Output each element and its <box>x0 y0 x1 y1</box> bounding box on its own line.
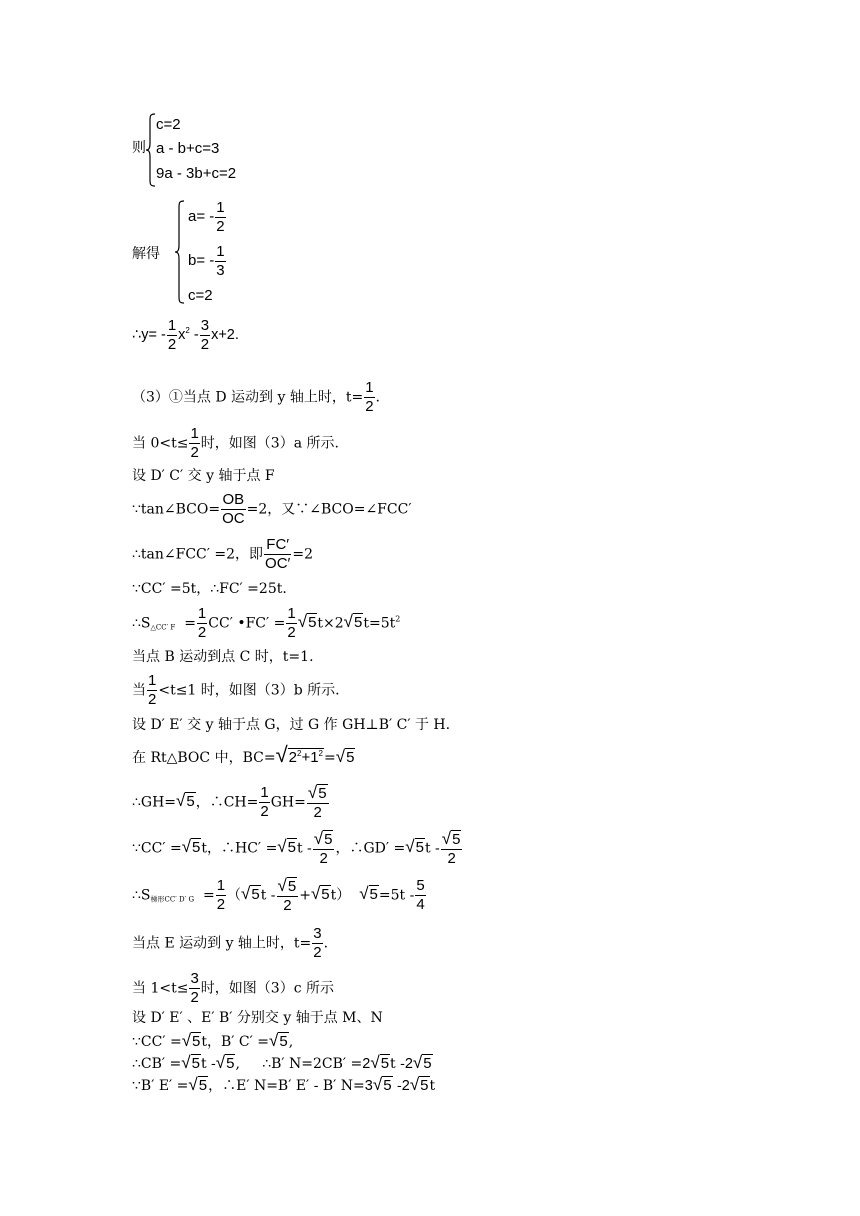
text-line: ∵CC′ =√5t，B′ C′ =√5, <box>132 1031 294 1050</box>
text-line: ∴CB′ =√5t -√5, ∴B′ N=2CB′ =2√5t -2√5 <box>132 1053 432 1072</box>
text-line: ∵CC′ =√5t，∴HC′ =√5t - $\frac{√5}{2}$ ，∴GD′ =√5t - $\frac{√5}{2}$ <box>132 829 461 867</box>
solution-a: a= - $\frac{1}{2}$ <box>188 199 225 235</box>
text-line: 当点 B 运动到点 C 时，t=1. <box>132 649 314 665</box>
solution-c: c=2 <box>188 287 213 304</box>
system2-label: 解得 <box>132 246 160 262</box>
text-line: 当 1<t≤ $\frac{3}{2}$ 时，如图（3）c 所示 <box>132 970 334 1006</box>
text-line: ∴GH=√5，∴CH= $\frac{1}{2}$ GH= $\frac{√5}{2}$ <box>132 783 327 821</box>
solution-b: b= - $\frac{1}{3}$ <box>188 243 225 279</box>
equation-row: a - b+c=3 <box>156 140 220 157</box>
text-line: $\therefore S_{\triangle CC' F}$ = $\frac{1}{2}$ CC′ •FC′ = $\frac{1}{2}$ $√5t\times 2√5t=5t^2$ <box>132 605 401 641</box>
system1-label: 则 <box>132 140 146 156</box>
text-line: $\therefore S_{梯形CC' D' G}$ = $\frac{1}{2}$ （√5t - $\frac{√5}{2}$ +√5t） √5=5t - $\frac{5}{4}$ <box>132 876 425 914</box>
text-line: 设 D′ E′ 、E′ B′ 分别交 y 轴于点 M、N <box>132 1010 383 1026</box>
text-line: ∵tan∠BCO= $\frac{OB}{OC}$ =2，又∵∠BCO=∠FCC′ <box>132 491 412 527</box>
text-line: 当点 E 运动到 y 轴上时，t= $\frac{3}{2}$ . <box>132 925 329 961</box>
text-line: 设 D′ E′ 交 y 轴于点 G，过 G 作 GH⊥B′ C′ 于 H. <box>132 717 451 733</box>
text-line: （3）①当点 D 运动到 y 轴上时，t= $\frac{1}{2}$ . <box>132 379 380 415</box>
text-line: 设 D′ C′ 交 y 轴于点 F <box>132 468 275 484</box>
text-line: ∴tan∠FCC′ =2，即 $\frac{FC'}{OC'}$ =2 <box>132 536 313 572</box>
equation-row: 9a - 3b+c=2 <box>156 165 237 182</box>
text-line: 在 Rt△BOC 中，$BC=√2^2+1^2=√5$ <box>132 742 355 767</box>
text-line: 当 $\frac{1}{2}$ <t≤1 时，如图（3）b 所示. <box>132 672 340 708</box>
left-brace <box>174 200 186 304</box>
equation-row: c=2 <box>156 116 181 133</box>
text-line: 当 0<t≤ $\frac{1}{2}$ 时，如图（3）a 所示. <box>132 425 339 461</box>
text-line: ∵CC′ =5t，∴FC′ =25t. <box>132 581 287 597</box>
parabola-expression: ∴y= - $\frac{1}{2}$ $x^2$ - $\frac{3}{2}$ x+2. <box>132 317 239 353</box>
text-line: ∵B′ E′ =√5，∴E′ N=B′ E′ - B′ N=3√5 -2√5t <box>132 1075 436 1094</box>
